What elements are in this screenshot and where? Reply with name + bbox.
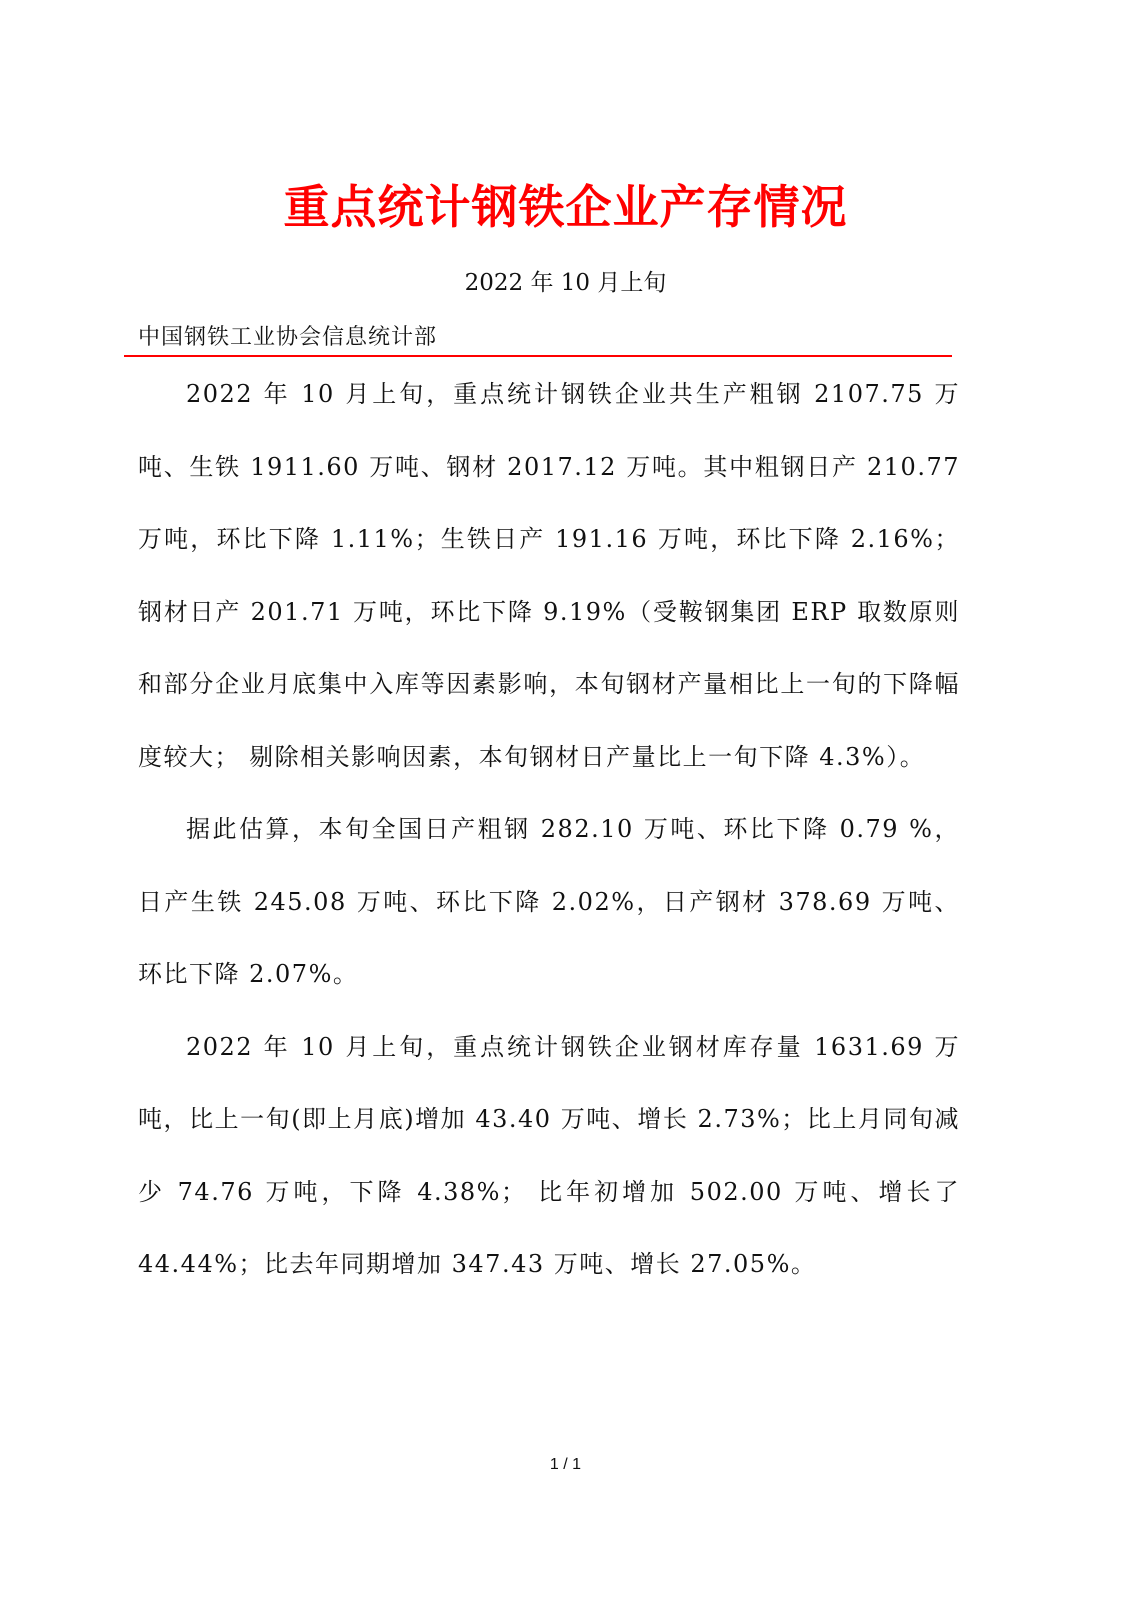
document-period: 2022 年 10 月上旬 <box>464 270 667 296</box>
page-number: 1 / 1 <box>549 1456 582 1473</box>
paragraph-inventory: 2022 年 10 月上旬，重点统计钢铁企业钢材库存量 1631.69 万吨，比上一旬(即上月底)增加 43.40 万吨、增长 2.73%；比上月同旬减少 74.76 万吨，下降 4.38%； 比年初增加 502.00 万吨、增长了 44.44%；比去年同期增加 347.43 万吨、增长 27.05%。 <box>138 1032 960 1278</box>
paragraph-production: 2022 年 10 月上旬，重点统计钢铁企业共生产粗钢 2107.75 万吨、生铁 1911.60 万吨、钢材 2017.12 万吨。其中粗钢日产 210.77 万吨，环比下降 1.11%；生铁日产 191.16 万吨，环比下降 2.16%；钢材日产 201.71 万吨，环比下降 9.19%（受鞍钢集团 ERP 取数原则和部分企业月底集中入库等因素影响，本旬钢材产量相比上一旬的下降幅度较大； 剔除相关影响因素，本旬钢材日产量比上一旬下降 4.3%）。 <box>138 380 960 771</box>
document-body <box>138 358 960 1301</box>
document-title: 重点统计钢铁企业产存情况 <box>283 180 848 234</box>
paragraph-national-estimate: 据此估算，本旬全国日产粗钢 282.10 万吨、环比下降 0.79 %，日产生铁 245.08 万吨、环比下降 2.02%，日产钢材 378.69 万吨、环比下降 2.07%。 <box>138 815 960 988</box>
issuing-organization: 中国钢铁工业协会信息统计部 <box>138 325 438 350</box>
header-divider <box>124 355 952 357</box>
